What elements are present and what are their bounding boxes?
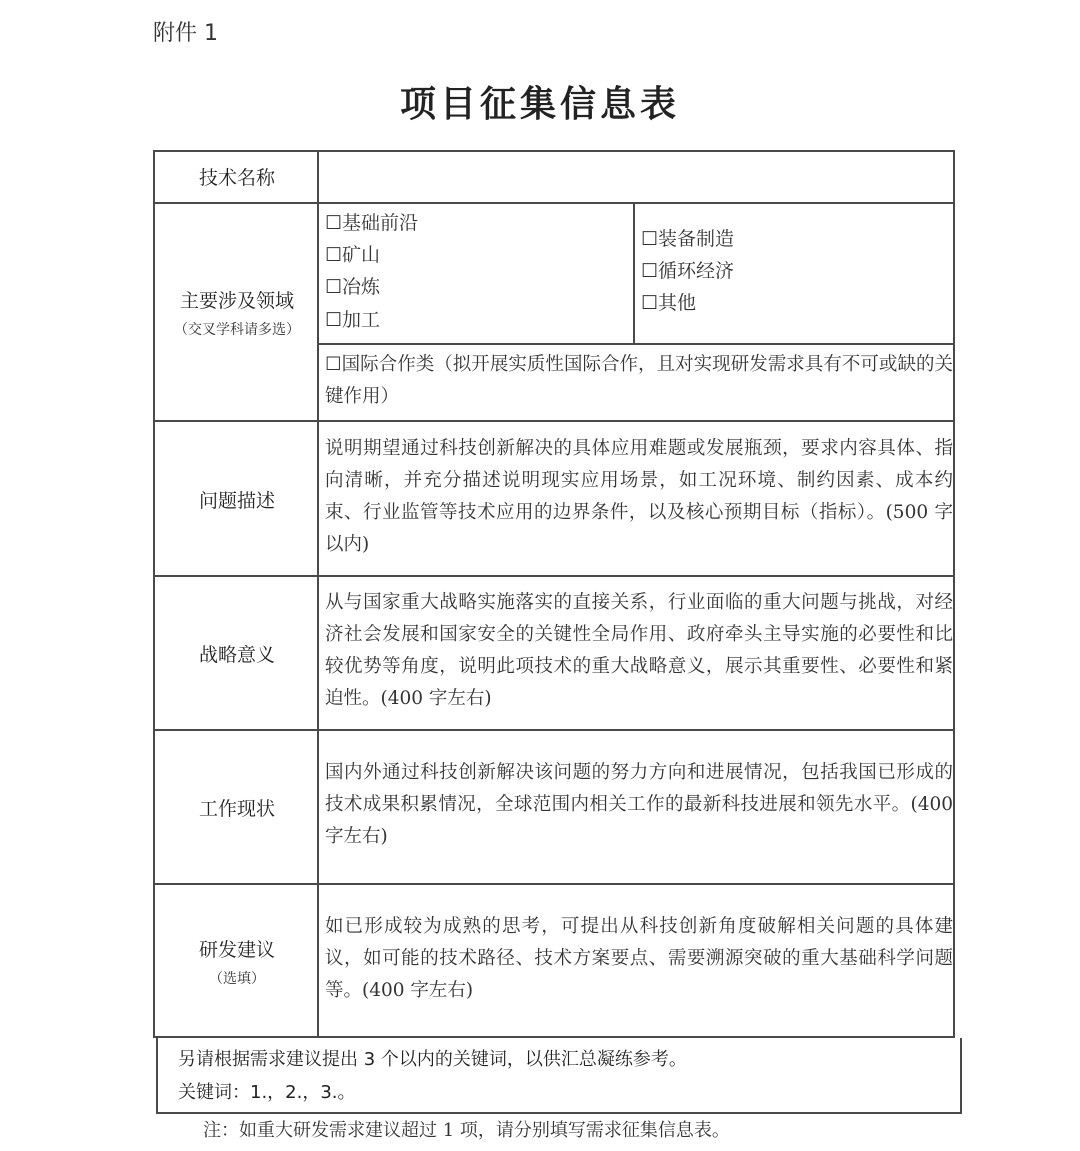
strategy-text: 从与国家重大战略实施落实的直接关系，行业面临的重大问题与挑战，对经济社会发展和国家安全的关键性全局作用、政府牵头主导实施的必要性和比较优势等角度，说明此项技术的重大战略意义，展示其重要性、必要性和紧迫性。(400 字左右) xyxy=(325,592,953,709)
rd-label: 研发建议 xyxy=(198,939,275,961)
rd-text: 如已形成较为成熟的思考，可提出从科技创新角度破解相关问题的具体建议，如可能的技术路径、技术方案要点、需要溯源突破的重大基础科学问题等。(400 字左右) xyxy=(325,916,953,1001)
problem-description-text: 说明期望通过科技创新解决的具体应用难题或发展瓶颈，要求内容具体、指向清晰，并充分描述说明现实应用场景，如工况环境、制约因素、成本约束、行业监管等技术应用的边界条件，以及核心预期目标（指标）。(500 字以内) xyxy=(325,438,953,555)
rd-label-cell xyxy=(155,935,319,988)
option-processing[interactable]: ☐加工 xyxy=(325,309,381,331)
option-circular-economy[interactable]: ☐循环经济 xyxy=(641,260,735,282)
tech-name-label: 技术名称 xyxy=(198,167,275,189)
status-label: 工作现状 xyxy=(198,798,275,820)
keyword-instruction: 另请根据需求建议提出 3 个以内的关键词，以供汇总凝练参考。 xyxy=(178,1049,687,1070)
option-smelting[interactable]: ☐冶炼 xyxy=(325,276,381,298)
row-divider xyxy=(153,883,955,885)
tech-name-field[interactable] xyxy=(321,154,951,200)
row-divider xyxy=(153,575,955,577)
keyword-field[interactable]: 关键词：1.，2.，3.。 xyxy=(178,1082,356,1103)
row-divider xyxy=(319,343,955,345)
problem-label: 问题描述 xyxy=(198,490,275,512)
footnote: 注：如重大研发需求建议超过 1 项，请分别填写需求征集信息表。 xyxy=(203,1120,730,1141)
option-other[interactable]: ☐其他 xyxy=(641,292,697,314)
domain-label: 主要涉及领域 xyxy=(179,290,294,312)
column-divider xyxy=(633,202,635,343)
domain-label-cell xyxy=(155,286,319,339)
column-divider xyxy=(317,150,319,1038)
row-divider xyxy=(153,420,955,422)
strategy-label: 战略意义 xyxy=(198,644,275,666)
row-divider xyxy=(153,202,955,204)
option-mining[interactable]: ☐矿山 xyxy=(325,244,381,266)
page-title: 项目征集信息表 xyxy=(399,83,680,125)
rd-sublabel: （选填） xyxy=(209,971,265,987)
attachment-label: 附件 1 xyxy=(153,21,218,46)
row-divider xyxy=(153,729,955,731)
option-basic-frontier[interactable]: ☐基础前沿 xyxy=(325,212,419,234)
option-equipment[interactable]: ☐装备制造 xyxy=(641,228,735,250)
option-international-cooperation[interactable]: ☐国际合作类（拟开展实质性国际合作，且对实现研发需求具有不可或缺的关键作用） xyxy=(325,354,953,407)
status-text: 国内外通过科技创新解决该问题的努力方向和进展情况，包括我国已形成的技术成果积累情况，全球范围内相关工作的最新科技进展和领先水平。(400 字左右) xyxy=(325,762,953,847)
domain-sublabel: （交叉学科请多选） xyxy=(174,322,300,338)
